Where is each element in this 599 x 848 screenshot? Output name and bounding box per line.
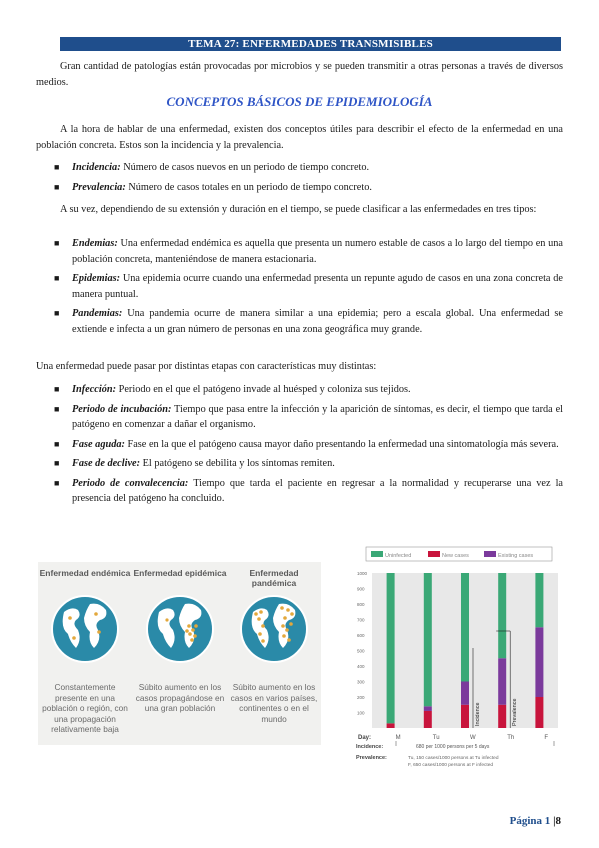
y-tick-label: 1000 [357,571,368,576]
bullet-icon: ■ [54,308,60,318]
x-tick-label: F [544,735,549,741]
x-tick-label: Tu [432,735,440,741]
bar-segment [535,573,543,627]
y-tick-label: 400 [357,664,365,669]
paragraph-3: Una enfermedad puede pasar por distintas etapas con características muy distintas: [36,361,377,372]
bar-segment [535,697,543,728]
list-item: ■ Epidemias: Una epidemia ocurre cuando una enfermedad presenta un repunte agudo de casos en una zona concreta de manera puntual. [54,273,563,300]
y-tick-label: 200 [357,695,365,700]
bar-segment [461,682,469,705]
section-title: CONCEPTOS BÁSICOS DE EPIDEMIOLOGÍA [166,94,433,109]
y-tick-label: 600 [357,633,365,638]
legend-label: Existing cases [498,553,534,559]
prevalence-bar-label: Prevalence [512,698,519,726]
y-tick-label: 700 [357,617,365,623]
page-header-title: TEMA 27: ENFERMEDADES TRANSMISIBLES [60,37,561,51]
chart-svg [356,545,562,768]
globe-endemic-icon [50,594,120,664]
bar-segment [498,658,506,705]
globe-title: Enfermedad pandémica [249,568,299,588]
disease-spread-figure [38,562,321,745]
bullet-icon: ■ [54,181,60,192]
x-axis-label: Day: [358,735,372,741]
bullet-icon: ■ [54,403,60,414]
bar-segment [498,705,506,728]
legend-label: New cases [442,553,469,559]
bar-segment [535,627,543,697]
bullet-icon: ■ [54,477,60,488]
bar-segment [424,706,432,711]
globe-description: Constantemente presente en una población o región, con una propagación relativamente baja [42,682,128,734]
list-types [36,236,563,337]
bullet-icon: ■ [54,458,60,468]
list-item: ■ Endemias: Una enfermedad endémica es aquella que presenta un numero estable de casos a lo largo del tiempo en una población concreta, manteniéndose de manera estacionaria. [54,238,563,265]
paragraph-2: A su vez, dependiendo de su extensión y duración en el tiempo, se puede clasificar a las enfermedades en tres tipos: [60,204,537,215]
prevalence-line: F, 650 cases/1000 persons at F infected [408,763,494,768]
bar-segment [424,711,432,728]
incidence-label: Incidence: [356,744,384,750]
legend-swatch [484,551,496,557]
globe-description: Súbito aumento en los casos propagándose en una gran población [135,682,225,713]
x-tick-label: M [395,735,401,741]
bullet-icon: ■ [54,238,60,248]
list-concepts [36,160,563,195]
page-separator: | [553,815,556,827]
list-item: ■ Incidencia: Número de casos nuevos en un periodo de tiempo concreto. [36,160,563,176]
y-tick-label: 500 [357,648,365,654]
incidence-bar-label: Incidence [475,702,481,726]
x-tick-label: W [470,735,476,741]
legend-label: Uninfected [385,553,412,559]
list-item: ■ Fase aguda: Fase en la que el patógeno causa mayor daño presentando la enfermedad una sintomatología más severa. [36,437,563,453]
globe-column-pandemic [227,562,321,745]
list-item: ■ Infección: Periodo en el que el patógeno invade al huésped y coloniza sus tejidos. [36,382,563,398]
incidence-prevalence-chart [356,545,562,768]
globe-column-endemic [38,562,132,745]
globe-title: Enfermedad epidémica [133,568,227,578]
legend-swatch [428,551,440,557]
globe-pandemic-icon [239,594,309,664]
prevalence-line: Tu, 150 cases/1000 persons at Tu infected [408,756,499,761]
page-label: Página 1 [509,815,551,827]
bullet-icon: ■ [54,438,60,449]
bullet-icon: ■ [54,273,60,283]
list-item: ■ Periodo de convalecencia: Tiempo que tarda el paciente en regresar a la normalidad y recuperarse una vez la presencia del patógeno ha concluido. [54,477,563,504]
bar-segment [387,723,395,728]
x-tick-label: Th [507,735,515,741]
list-item: ■ Fase de declive: El patógeno se debilita y los síntomas remiten. [36,456,563,472]
bar-segment [461,705,469,728]
bullet-icon: ■ [54,384,60,394]
intro-paragraph: Gran cantidad de patologías están provocadas por microbios y se pueden transmitir a otras personas a través de diversos medios. [36,61,563,88]
list-item: ■ Pandemias: Una pandemia ocurre de manera similar a una epidemia; pero a escala global. Una enfermedad se extiende e infecta a un gran número de personas en una zona geográfica muy grande. [54,308,563,335]
y-tick-label: 800 [357,602,365,607]
y-tick-label: 300 [357,679,365,685]
page-footer [510,815,561,827]
y-tick-label: 900 [357,586,365,592]
bar-segment [387,573,395,723]
globe-description: Súbito aumento en los casos en varios países, continentes o en el mundo [230,682,318,724]
list-item: ■ Prevalencia: Número de casos totales en un periodo de tiempo concreto. [36,180,563,196]
y-tick-label: 100 [357,710,365,716]
bar-segment [498,573,506,658]
globe-title: Enfermedad endémica [39,568,131,578]
list-item: ■ Periodo de incubación: Tiempo que pasa entre la infección y la aparición de síntomas, es decir, el tiempo que tarda el patógeno en comenzar a dañar el organismo. [54,403,563,430]
legend-swatch [371,551,383,557]
incidence-value: 680 per 1000 persons per 5 days [416,744,490,750]
globe-column-epidemic [133,562,227,745]
globe-epidemic-icon [145,594,215,664]
bar-segment [461,573,469,682]
bullet-icon: ■ [54,162,60,172]
page-total: 8 [555,815,561,827]
bar-segment [424,573,432,706]
paragraph-1: A la hora de hablar de una enfermedad, existen dos conceptos útiles para describir el efecto de la enfermedad en una población concreta. Estos son la incidencia y la prevalencia. [36,124,563,151]
prevalence-label: Prevalence: [356,755,387,761]
list-stages [36,382,563,507]
